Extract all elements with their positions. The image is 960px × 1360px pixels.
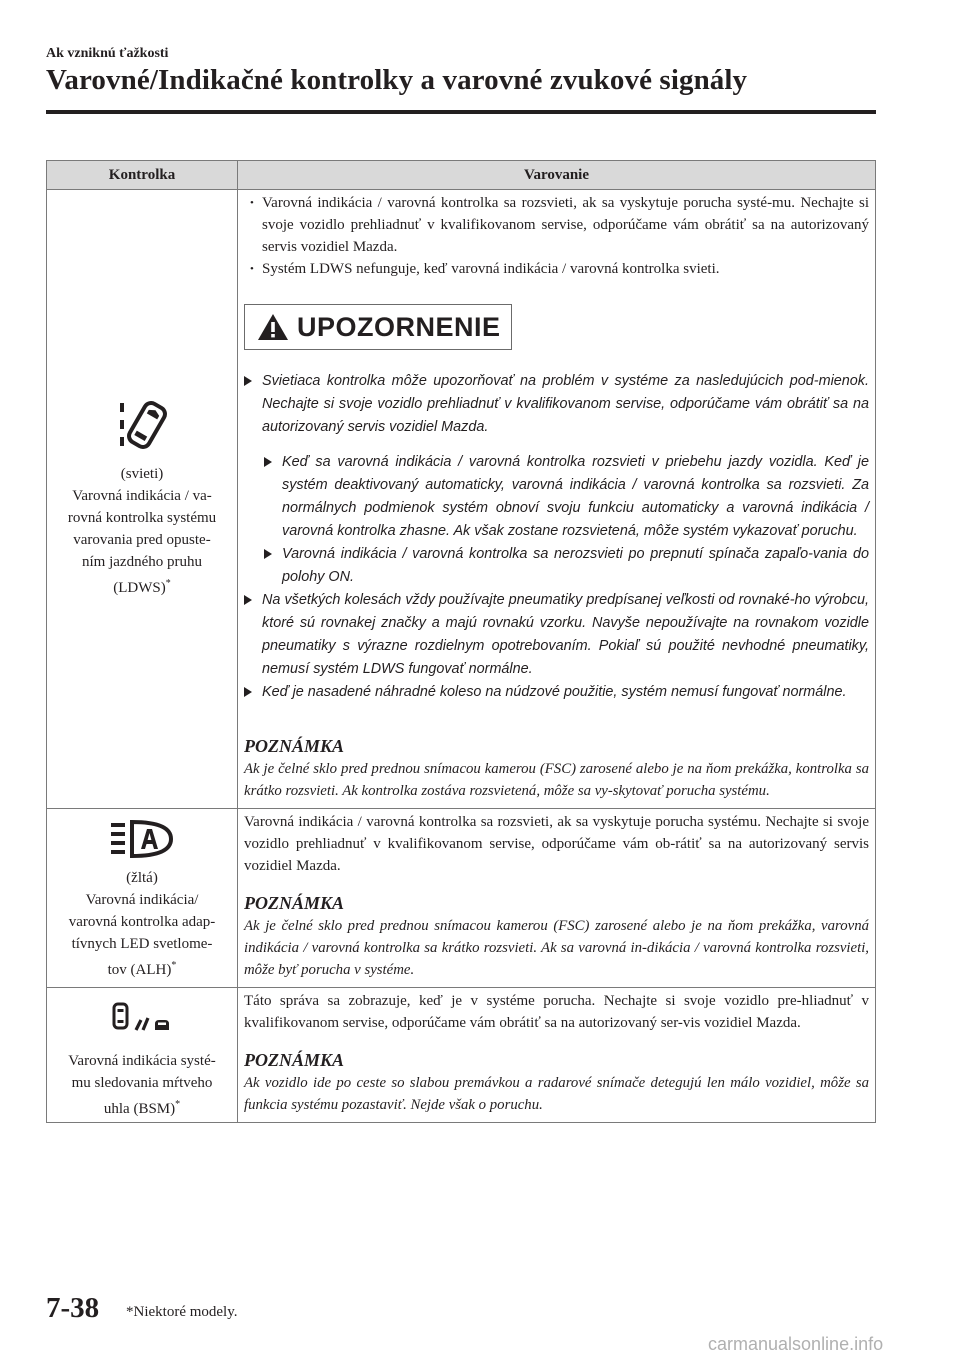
- note-heading: POZNÁMKA: [244, 1050, 345, 1070]
- bullet-item: • Systém LDWS nefunguje, keď varovná indikácia / varovná kontrolka svieti.: [244, 258, 869, 280]
- indicator-label-line: ním jazdného pruhu: [82, 554, 202, 570]
- watermark: carmanualsonline.info: [708, 1334, 884, 1354]
- caution-subitem: Varovná indikácia / varovná kontrolka sa nerozsvieti po prepnutí spínača zapaľo-vania do polohy ON.: [264, 543, 869, 589]
- indicator-label-line: (žltá): [126, 870, 158, 886]
- indicator-label-line: tov (ALH)*: [107, 960, 177, 978]
- indicator-cell: [47, 809, 238, 988]
- indicator-cell: [47, 190, 238, 809]
- warning-lights-table: [46, 160, 876, 1123]
- warning-text: Varovná indikácia / varovná kontrolka sa rozsvieti, ak sa vyskytuje porucha systému. Nechajte si svoje vozidlo prehliadnuť v kvalifikovanom servise, odporúčame vám ob-rátiť sa na autorizovaný servis vozidiel Mazda.: [244, 814, 869, 874]
- caution-box: [244, 304, 512, 350]
- note-text: Ak je čelné sklo pred prednou snímacou kamerou (FSC) zarosené alebo je na ňom prekážka, kontrolka sa krátko rozsvieti. Ak kontrolka zostáva rozsvietená, môže sa vy-skytovať porucha systému.: [244, 761, 869, 799]
- bullet-item: • Varovná indikácia / varovná kontrolka sa rozsvieti, ak sa vyskytuje porucha systé-mu. Nechajte si svoje vozidlo prehliadnuť v kvalifikovanom servise, odporúčame vám obrátiť sa na autorizovaný servis vozidiel Mazda.: [244, 192, 869, 258]
- footnote-mark: *: [171, 960, 177, 971]
- warning-cell: [238, 988, 876, 1123]
- note-text: Ak vozidlo ide po ceste so slabou premávkou a radarové snímače detegujú len málo vozidiel, môže sa funkcia systému pozastaviť. Nejde však o poruchu.: [244, 1075, 869, 1113]
- caution-item: Svietiaca kontrolka môže upozorňovať na problém v systéme za nasledujúcich pod-mienok. Nechajte si svoje vozidlo prehliadnuť v kvalifikovanom servise, odporúčame vám obrátiť sa na autorizovaný servis vozidiel Mazda.: [244, 370, 869, 439]
- section-title: Ak vzniknú ťažkosti: [46, 46, 169, 61]
- warning-triangle-icon: [257, 313, 289, 341]
- indicator-label-line: (LDWS)*: [113, 578, 171, 596]
- footnote-mark: *: [175, 1099, 181, 1110]
- indicator-label-line: Varovná indikácia/: [85, 892, 199, 908]
- indicator-label-line: (svieti): [120, 466, 164, 482]
- table-row: [47, 809, 876, 988]
- warning-cell: [238, 190, 876, 809]
- blind-spot-monitoring-icon: [110, 1000, 174, 1036]
- page-title: Varovné/Indikačné kontrolky a varovné zvukové signály: [46, 64, 748, 96]
- title-rule: [46, 110, 876, 114]
- page-number: 7-38: [46, 1292, 100, 1324]
- table-header-row: [47, 161, 876, 190]
- caution-label: UPOZORNENIE: [297, 312, 501, 342]
- note-heading: POZNÁMKA: [244, 736, 345, 756]
- table-row: [47, 190, 876, 809]
- table-row: [47, 988, 876, 1123]
- header-kontrolka: Kontrolka: [47, 161, 238, 190]
- indicator-label-line: tívnych LED svetlome-: [71, 936, 213, 952]
- warning-cell: [238, 809, 876, 988]
- warning-text: Táto správa sa zobrazuje, keď je v systéme porucha. Nechajte si svoje vozidlo pre-hliadnuť v kvalifikovanom servise, odporúčame vám obrátiť sa na autorizovaný ser-vis vozidiel Mazda.: [244, 993, 869, 1031]
- footnote-mark: *: [165, 578, 171, 589]
- indicator-label-line: Varovná indikácia / va-: [72, 488, 212, 504]
- note-heading: POZNÁMKA: [244, 893, 345, 913]
- indicator-label-line: varovania pred opuste-: [73, 532, 211, 548]
- footnote: *Niektoré modely.: [126, 1304, 238, 1320]
- indicator-label-line: Varovná indikácia systé-: [68, 1053, 216, 1069]
- header-varovanie: Varovanie: [238, 161, 876, 190]
- caution-item: Keď je nasadené náhradné koleso na núdzové použitie, systém nemusí fungovať normálne.: [244, 681, 869, 704]
- adaptive-led-headlight-icon: [109, 819, 175, 861]
- indicator-cell: [47, 988, 238, 1123]
- indicator-label-line: uhla (BSM)*: [103, 1099, 181, 1117]
- indicator-label-line: varovná kontrolka adap-: [68, 914, 216, 930]
- note-text: Ak je čelné sklo pred prednou snímacou kamerou (FSC) zarosené alebo je na ňom prekážka, varovná indikácia / varovná kontrolka sa krátko rozsvieti. Ak sa varovná in-dikácia / varovná kontrolka rozsvieti, môže byť porucha v systéme.: [244, 918, 869, 978]
- indicator-label-line: rovná kontrolka systému: [67, 510, 217, 526]
- caution-item: Na všetkých kolesách vždy používajte pneumatiky predpísanej veľkosti od rovnaké-ho výrobcu, ktoré sú rovnakej značky a majú rovnakú vzorku. Navyše nepoužívajte na rovnakom vozidle pneumatiky s výrazne rozdielnym opotrebovaním. Pokiaľ sú použité nevhodné pneumatiky, nemusí systém LDWS fungovať normálne.: [244, 589, 869, 681]
- caution-subitem: Keď sa varovná indikácia / varovná kontrolka rozsvieti v priebehu jazdy vozidla. Keď je systém deaktivovaný automaticky, varovná indikácia / varovná kontrolka sa rozsvieti. Za normálnych podmienok systém obnoví svoju funkciu automaticky a varovná indikácia / varovná kontrolka zhasne. Ak však zostane rozsvietená, môže systém vykazovať poruchu.: [264, 451, 869, 543]
- lane-departure-warning-icon: [114, 399, 170, 451]
- indicator-label-line: mu sledovania mŕtveho: [71, 1075, 213, 1091]
